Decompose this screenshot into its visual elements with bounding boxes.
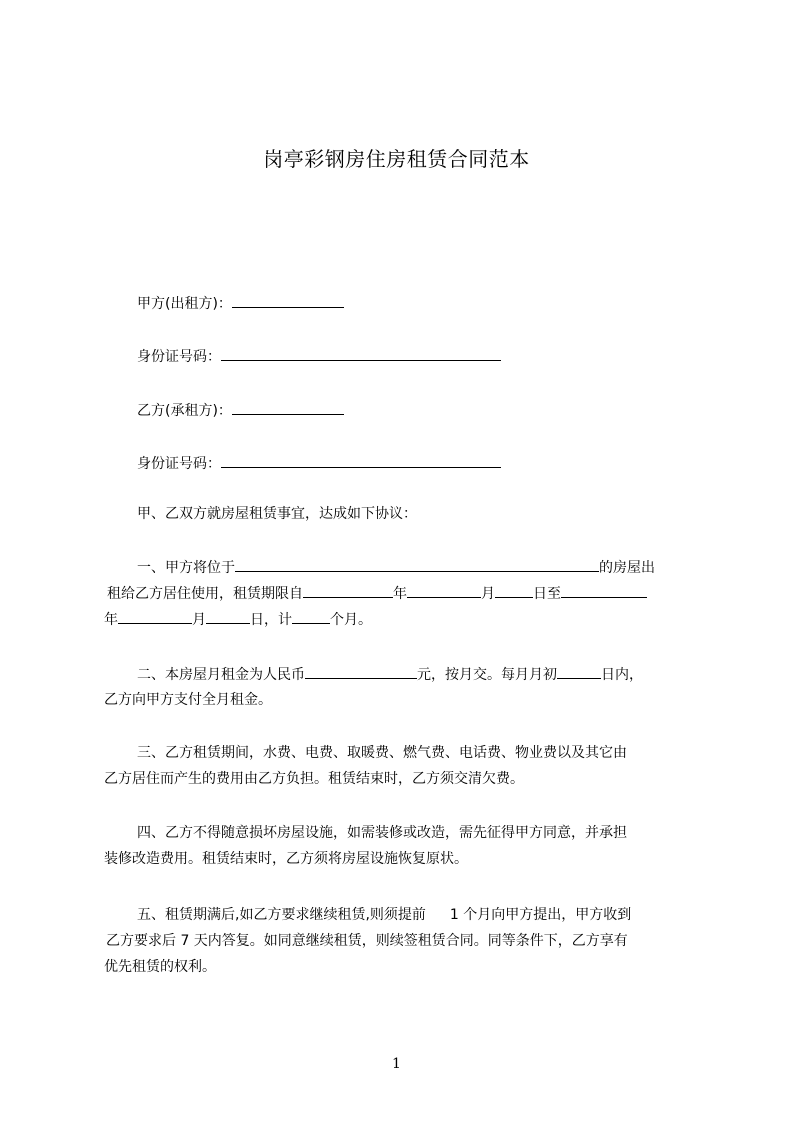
clause-3-line-1: 三、乙方租赁期间，水费、电费、取暖费、燃气费、电话费、物业费以及其它由 [137,745,627,761]
clause-4-line-2: 装修改造费用。租赁结束时，乙方须将房屋设施恢复原状。 [104,851,468,867]
party-b-label: 乙方(承租方)： [137,403,232,419]
clause-1-text-i: 日，计 [250,612,292,628]
party-a-field [137,291,344,314]
clause-1 [104,554,700,632]
clause-1-text-a: 一、甲方将位于 [137,560,235,576]
end-year-blank[interactable] [561,580,647,598]
id-b-blank[interactable] [221,451,501,468]
id-b-label: 身份证号码： [137,456,221,472]
page-number: 1 [392,1056,401,1072]
clause-4 [104,820,700,872]
start-year-blank[interactable] [303,580,393,598]
id-a-field [137,344,501,367]
intro-text [137,504,417,524]
document-title: 岗亭彩钢房住房租赁合同范本 [263,147,530,171]
intro-label: 甲、乙双方就房屋租赁事宜，达成如下协议： [137,506,417,522]
start-day-blank[interactable] [495,580,533,598]
clause-2-text-a: 二、本房屋月租金为人民币 [137,667,305,683]
duration-months-blank[interactable] [292,606,330,624]
clause-2 [104,661,700,713]
payment-days-blank[interactable] [557,661,601,679]
clause-5-text-b: 1 个月向甲方提出，甲方收到 [449,907,632,923]
end-day-blank[interactable] [206,606,250,624]
party-a-blank[interactable] [232,291,344,308]
clause-5-line-3: 优先租赁的权利。 [104,959,216,975]
party-b-blank[interactable] [232,398,344,415]
clause-5-line-2: 乙方要求后 7 天内答复。如同意继续租赁，则续签租赁合同。同等条件下，乙方享有 [106,933,628,949]
clause-1-text-f: 日至 [533,586,561,602]
id-a-blank[interactable] [221,344,501,361]
party-a-label: 甲方(出租方)： [137,296,232,312]
property-location-blank[interactable] [235,554,599,572]
clause-2-line-1 [104,661,700,687]
clause-1-text-g: 年 [104,612,118,628]
clause-1-text-j: 个月。 [330,612,372,628]
clause-1-line-2 [104,580,700,606]
clause-5 [104,902,700,980]
rent-amount-blank[interactable] [305,661,417,679]
clause-1-text-b: 的房屋出 [599,560,655,576]
clause-2-text-c: 日内， [601,667,643,683]
clause-3-line-2: 乙方居住而产生的费用由乙方负担。租赁结束时，乙方须交清欠费。 [104,771,524,787]
clause-2-text-b: 元，按月交。每月月初 [417,667,557,683]
clause-1-line-3 [104,606,700,632]
clause-1-text-h: 月 [192,612,206,628]
clause-1-text-d: 年 [393,586,407,602]
clause-3 [104,740,700,792]
clause-1-text-e: 月 [481,586,495,602]
party-b-field [137,398,344,421]
clause-1-line-1 [104,554,700,580]
clause-5-text-a: 五、租赁期满后,如乙方要求继续租赁,则须提前 [137,907,426,923]
clause-2-line-2: 乙方向甲方支付全月租金。 [104,692,272,708]
id-a-label: 身份证号码： [137,349,221,365]
clause-5-line-1 [104,902,700,928]
clause-1-text-c: 租给乙方居住使用，租赁期限自 [107,586,303,602]
id-b-field [137,451,501,474]
start-month-blank[interactable] [407,580,481,598]
clause-4-line-1: 四、乙方不得随意损坏房屋设施，如需装修或改造，需先征得甲方同意，并承担 [137,825,627,841]
end-month-blank[interactable] [118,606,192,624]
